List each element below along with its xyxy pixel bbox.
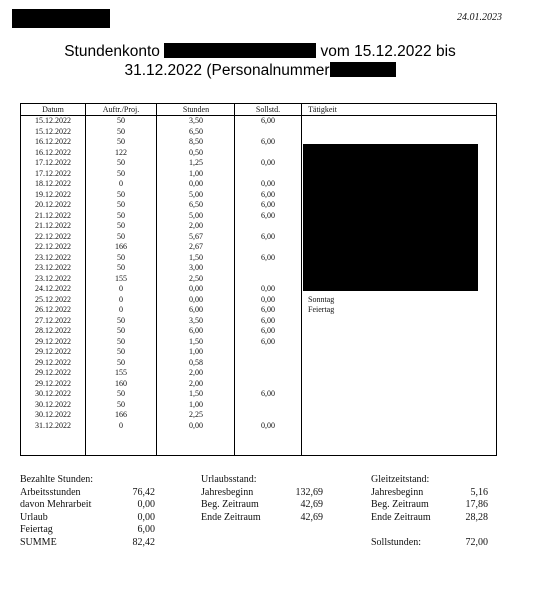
page-title <box>40 42 480 80</box>
cell-order: 50 <box>117 315 125 325</box>
cell-date: 25.12.2022 <box>35 294 71 304</box>
cell-hours: 1,00 <box>189 347 203 356</box>
cell-date: 30.12.2022 <box>35 399 71 409</box>
table-row <box>21 295 301 306</box>
table-row <box>21 253 301 264</box>
flextime-heading: Gleitzeitstand: <box>371 474 430 485</box>
redacted-name <box>164 43 316 58</box>
cell-date: 28.12.2022 <box>35 326 71 335</box>
cell-date: 30.12.2022 <box>35 389 71 398</box>
cell-order: 50 <box>117 357 125 367</box>
cell-order: 50 <box>117 126 125 136</box>
cell-order: 155 <box>115 273 127 283</box>
table-row <box>21 242 301 253</box>
title-part1: Stundenkonto <box>64 43 160 60</box>
paid-item-value: 0,00 <box>137 499 155 510</box>
cell-date: 29.12.2022 <box>35 336 71 346</box>
vacation-item-label: Beg. Zeitraum <box>201 499 259 510</box>
cell-hours: 6,00 <box>189 326 203 335</box>
cell-hours: 1,50 <box>189 336 203 346</box>
flextime-item-label: Jahresbeginn <box>371 486 424 498</box>
cell-hours: 0,50 <box>189 147 203 157</box>
cell-hours: 3,00 <box>189 263 203 272</box>
paid-item-value: 76,42 <box>132 486 155 498</box>
flextime-item-label: Ende Zeitraum <box>371 511 431 523</box>
flextime-summary <box>371 474 488 549</box>
paid-item-label: davon Mehrarbeit <box>20 499 92 510</box>
table-row <box>21 127 301 138</box>
cell-order: 50 <box>117 158 125 167</box>
cell-hours: 1,00 <box>189 168 203 178</box>
cell-order: 50 <box>117 116 125 125</box>
cell-order: 50 <box>117 326 125 335</box>
vacation-item-value: 42,69 <box>300 499 323 510</box>
paid-hours-summary <box>20 474 155 549</box>
cell-date: 22.12.2022 <box>35 242 71 251</box>
col-header-order: Auftr./Proj. <box>102 105 140 114</box>
table-row <box>21 326 301 337</box>
cell-order: 0 <box>119 179 123 188</box>
cell-order: 50 <box>117 221 125 230</box>
cell-target: 0,00 <box>261 284 275 293</box>
flextime-item-value: 17,86 <box>465 499 488 510</box>
vacation-summary <box>201 474 323 524</box>
cell-order: 0 <box>119 420 123 430</box>
table-row <box>21 211 301 222</box>
cell-hours: 3,50 <box>189 315 203 325</box>
cell-order: 160 <box>115 378 127 388</box>
cell-target: 6,00 <box>261 326 275 335</box>
title-line2: 31.12.2022 (Personalnummer <box>124 62 330 79</box>
cell-date: 19.12.2022 <box>35 189 71 199</box>
table-row <box>21 221 301 232</box>
redacted-activity-block <box>303 144 478 291</box>
cell-order: 122 <box>115 147 127 157</box>
paid-item-label: Urlaub <box>20 511 48 523</box>
flextime-item-label: Beg. Zeitraum <box>371 499 429 510</box>
cell-target: 6,00 <box>261 252 275 262</box>
cell-target: 6,00 <box>261 389 275 398</box>
cell-hours: 0,00 <box>189 284 203 293</box>
cell-order: 166 <box>115 242 127 251</box>
cell-date: 21.12.2022 <box>35 221 71 230</box>
table-row <box>21 368 301 379</box>
cell-order: 50 <box>117 336 125 346</box>
table-row <box>21 337 301 348</box>
table-row <box>21 305 301 316</box>
cell-date: 29.12.2022 <box>35 357 71 367</box>
cell-date: 31.12.2022 <box>35 420 71 430</box>
title-part2: vom 15.12.2022 bis <box>320 43 456 60</box>
cell-hours: 5,00 <box>189 210 203 220</box>
col-header-activity: Tätigkeit <box>308 105 337 114</box>
cell-hours: 5,00 <box>189 189 203 199</box>
cell-hours: 0,00 <box>189 179 203 188</box>
col-header-hours: Stunden <box>182 105 210 114</box>
cell-order: 50 <box>117 210 125 220</box>
cell-order: 50 <box>117 347 125 356</box>
vacation-heading: Urlaubsstand: <box>201 474 257 485</box>
cell-order: 50 <box>117 389 125 398</box>
cell-hours: 3,50 <box>189 116 203 125</box>
cell-hours: 2,67 <box>189 242 203 251</box>
cell-date: 16.12.2022 <box>35 137 71 146</box>
cell-order: 50 <box>117 263 125 272</box>
activity-note: Feiertag <box>308 305 335 314</box>
cell-hours: 2,50 <box>189 273 203 283</box>
vacation-item-value: 42,69 <box>300 511 323 523</box>
cell-date: 27.12.2022 <box>35 315 71 325</box>
table-row <box>21 284 301 295</box>
cell-date: 29.12.2022 <box>35 347 71 356</box>
print-date: 24.01.2023 <box>457 12 502 23</box>
target-hours-value: 72,00 <box>465 536 488 548</box>
table-row <box>21 316 301 327</box>
paid-item-label: SUMME <box>20 536 57 548</box>
cell-date: 23.12.2022 <box>35 273 71 283</box>
table-row <box>21 137 301 148</box>
cell-hours: 8,50 <box>189 137 203 146</box>
table-row <box>21 379 301 390</box>
activity-note: Sonntag <box>308 294 335 304</box>
cell-hours: 5,67 <box>189 231 203 241</box>
cell-target: 6,00 <box>261 137 275 146</box>
flextime-item-value: 28,28 <box>465 511 488 523</box>
cell-hours: 6,50 <box>189 126 203 136</box>
cell-date: 26.12.2022 <box>35 305 71 314</box>
cell-date: 17.12.2022 <box>35 158 71 167</box>
table-row <box>21 148 301 159</box>
cell-order: 0 <box>119 305 123 314</box>
cell-order: 50 <box>117 137 125 146</box>
cell-hours: 0,58 <box>189 357 203 367</box>
table-row <box>21 116 301 127</box>
cell-hours: 1,25 <box>189 158 203 167</box>
paid-item-value: 0,00 <box>137 511 155 523</box>
paid-item-value: 82,42 <box>132 536 155 548</box>
table-row <box>21 158 301 169</box>
cell-target: 0,00 <box>261 158 275 167</box>
table-row <box>21 421 301 432</box>
cell-order: 0 <box>119 294 123 304</box>
cell-order: 50 <box>117 168 125 178</box>
cell-order: 50 <box>117 189 125 199</box>
cell-hours: 0,00 <box>189 420 203 430</box>
cell-hours: 6,00 <box>189 305 203 314</box>
cell-date: 23.12.2022 <box>35 263 71 272</box>
table-row <box>21 169 301 180</box>
cell-target: 0,00 <box>261 420 275 430</box>
cell-hours: 1,00 <box>189 399 203 409</box>
cell-order: 166 <box>115 410 127 419</box>
table-row <box>21 358 301 369</box>
cell-target: 0,00 <box>261 179 275 188</box>
hours-table <box>20 103 497 456</box>
vacation-item-label: Jahresbeginn <box>201 486 254 498</box>
cell-hours: 1,50 <box>189 252 203 262</box>
table-row <box>21 274 301 285</box>
cell-order: 50 <box>117 399 125 409</box>
cell-target: 6,00 <box>261 189 275 199</box>
cell-date: 16.12.2022 <box>35 147 71 157</box>
vacation-item-value: 132,69 <box>295 486 323 498</box>
cell-date: 17.12.2022 <box>35 168 71 178</box>
cell-date: 15.12.2022 <box>35 116 71 125</box>
cell-target: 6,00 <box>261 210 275 220</box>
cell-date: 29.12.2022 <box>35 368 71 377</box>
table-row <box>21 263 301 274</box>
cell-hours: 2,25 <box>189 410 203 419</box>
cell-target: 6,00 <box>261 200 275 209</box>
cell-date: 22.12.2022 <box>35 231 71 241</box>
cell-hours: 1,50 <box>189 389 203 398</box>
col-header-date: Datum <box>42 105 64 114</box>
table-row <box>21 200 301 211</box>
redacted-header-block <box>12 9 110 28</box>
cell-date: 29.12.2022 <box>35 378 71 388</box>
cell-order: 155 <box>115 368 127 377</box>
cell-target: 6,00 <box>261 231 275 241</box>
cell-hours: 2,00 <box>189 221 203 230</box>
cell-date: 18.12.2022 <box>35 179 71 188</box>
vacation-item-label: Ende Zeitraum <box>201 511 261 523</box>
cell-date: 30.12.2022 <box>35 410 71 419</box>
table-body <box>21 116 301 431</box>
redacted-personnel-number <box>330 62 396 77</box>
table-row <box>21 190 301 201</box>
paid-item-label: Feiertag <box>20 524 53 535</box>
cell-hours: 6,50 <box>189 200 203 209</box>
cell-hours: 0,00 <box>189 294 203 304</box>
cell-order: 0 <box>119 284 123 293</box>
table-row <box>21 179 301 190</box>
table-row <box>21 232 301 243</box>
table-row <box>21 389 301 400</box>
cell-target: 0,00 <box>261 294 275 304</box>
cell-target: 6,00 <box>261 315 275 325</box>
cell-date: 21.12.2022 <box>35 210 71 220</box>
table-row <box>21 347 301 358</box>
cell-target: 6,00 <box>261 116 275 125</box>
table-row <box>21 410 301 421</box>
cell-hours: 2,00 <box>189 368 203 377</box>
cell-date: 20.12.2022 <box>35 200 71 209</box>
cell-date: 23.12.2022 <box>35 252 71 262</box>
paid-item-value: 6,00 <box>137 524 155 535</box>
cell-date: 15.12.2022 <box>35 126 71 136</box>
cell-order: 50 <box>117 200 125 209</box>
cell-order: 50 <box>117 252 125 262</box>
flextime-item-value: 5,16 <box>470 486 488 498</box>
cell-hours: 2,00 <box>189 378 203 388</box>
target-hours-label: Sollstunden: <box>371 536 422 548</box>
cell-date: 24.12.2022 <box>35 284 71 293</box>
paid-hours-heading: Bezahlte Stunden: <box>20 474 94 485</box>
cell-target: 6,00 <box>261 305 275 314</box>
cell-target: 6,00 <box>261 336 275 346</box>
col-header-target: Sollstd. <box>255 105 281 114</box>
cell-order: 50 <box>117 231 125 241</box>
table-row <box>21 400 301 411</box>
paid-item-label: Arbeitsstunden <box>20 486 81 498</box>
